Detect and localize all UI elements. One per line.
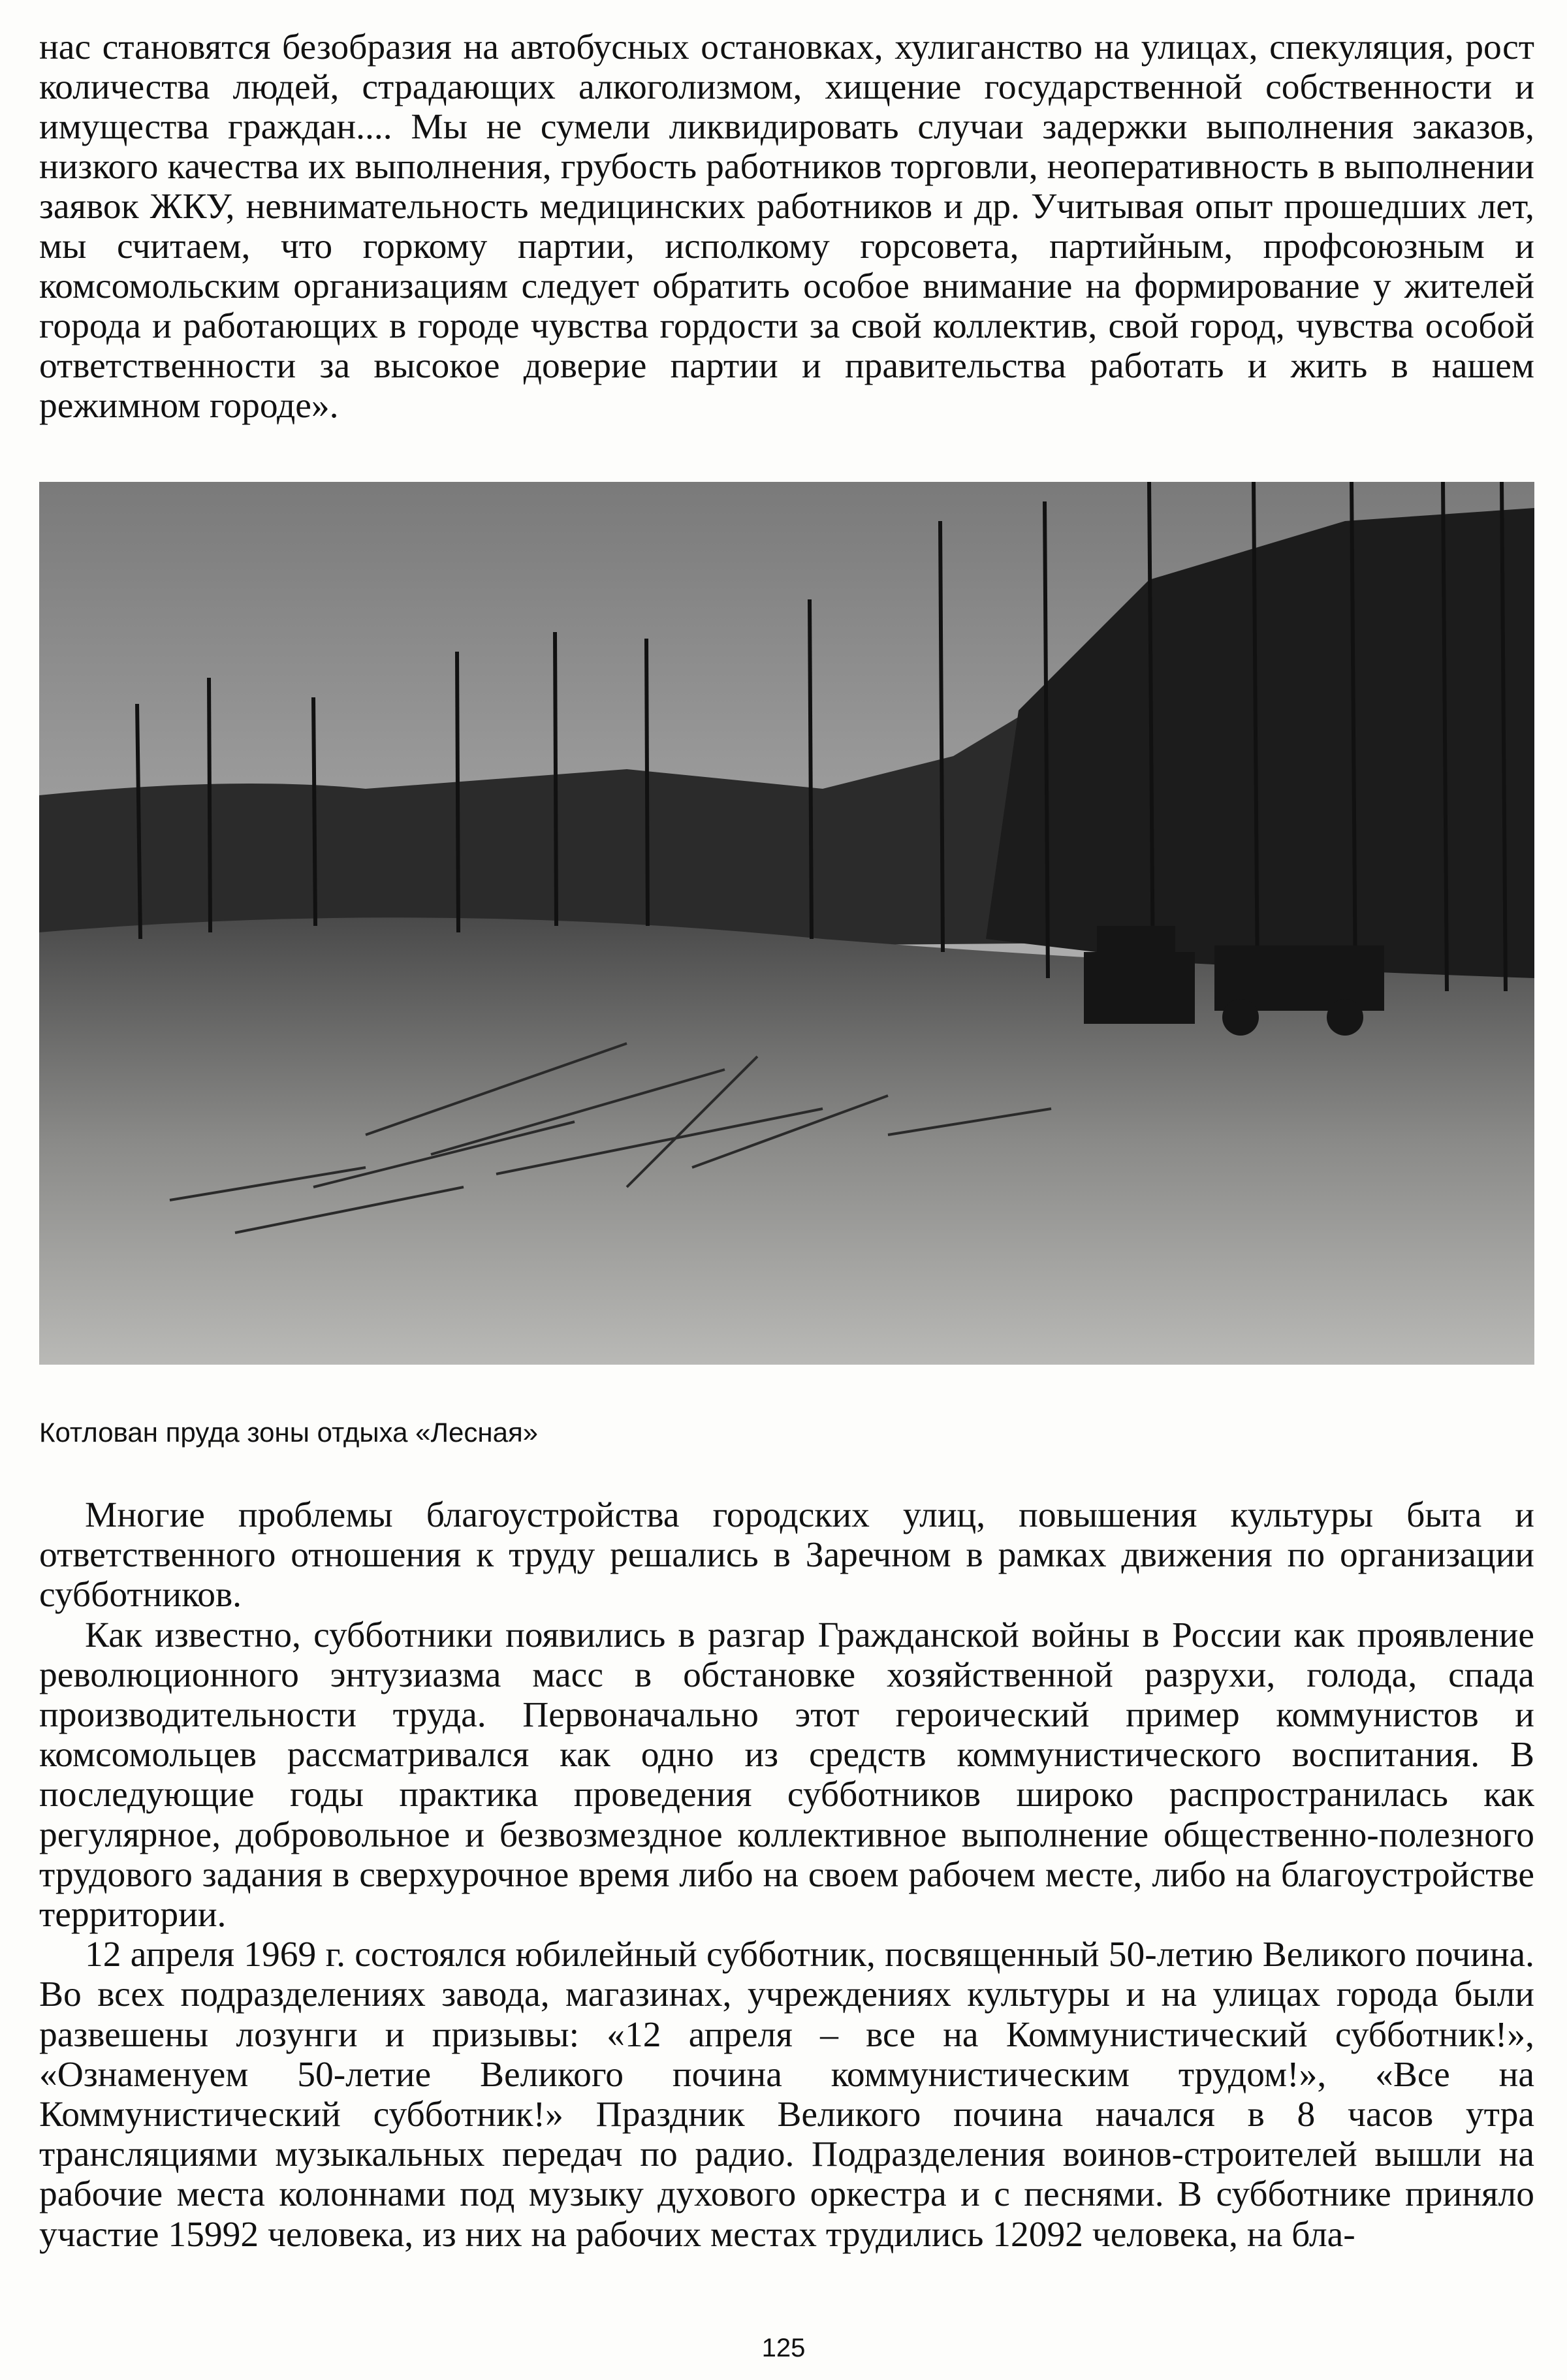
top-paragraph: нас становятся безобразия на автобусных остановках, хулиганство на улицах, спекуляция, рост количества людей, страдающих алкоголизмом, хищение государственной собственности и имущества граждан.... Мы не сумели ликвидировать случаи задержки выполнения заказов, низкого качества их выполнения, грубость работников торговли, неоперативность в выполнении заявок ЖКУ, невнимательность медицинских работников и др. Учитывая опыт прошедших лет, мы считаем, что горкому партии, исполкому горсовета, партийным, профсоюзным и комсомольским организациям следует обратить особое внимание на формирование у жителей города и работающих в городе чувства гордости за свой коллектив, свой город, чувства особой ответственности за высокое доверие партии и правительства работать и жить в нашем режимном городе». — [39, 27, 1534, 426]
figure-caption: Котлован пруда зоны отдыха «Лесная» — [39, 1417, 539, 1448]
body-paragraph: 12 апреля 1969 г. состоялся юбилейный субботник, посвященный 50-летию Великого почина. Во всех подразделениях завода, магазинах, учреждениях культуры и на улицах города были развешены лозунги и призывы: «12 апреля – все на Коммунистический субботник!», «Ознаменуем 50-летие Великого почина коммунистическим трудом!», «Все на Коммунистический субботник!» Праздник Великого почина начался в 8 часов утра трансляциями музыкальных передач по радио. Подразделения воинов-строителей вышли на рабочие места колоннами под музыку духового оркестра и с песнями. В субботнике приняло участие 15992 человека, из них на рабочих местах трудились 12092 человека, на бла- — [39, 1935, 1534, 2255]
body-text — [39, 1495, 1534, 2255]
photo-illustration — [39, 482, 1534, 1365]
body-paragraph: Как известно, субботники появились в разгар Гражданской войны в России как проявление революционного энтузиазма масс в обстановке хозяйственной разрухи, голода, спада производительности труда. Первоначально этот героический пример коммунистов и комсомольцев рассматривался как одно из средств коммунистического воспитания. В последующие годы практика проведения субботников широко распространилась как регулярное, добровольное и безвозмездное коллективное выполнение общественно-полезного трудового задания в сверхурочное время либо на своем рабочем месте, либо на благоустройстве территории. — [39, 1615, 1534, 1935]
body-paragraph: Многие проблемы благоустройства городских улиц, повышения культуры быта и ответственного отношения к труду решались в Заречном в рамках движения по организации субботников. — [39, 1495, 1534, 1615]
photo-pond-excavation — [39, 482, 1534, 1365]
page-number: 125 — [761, 2334, 806, 2362]
